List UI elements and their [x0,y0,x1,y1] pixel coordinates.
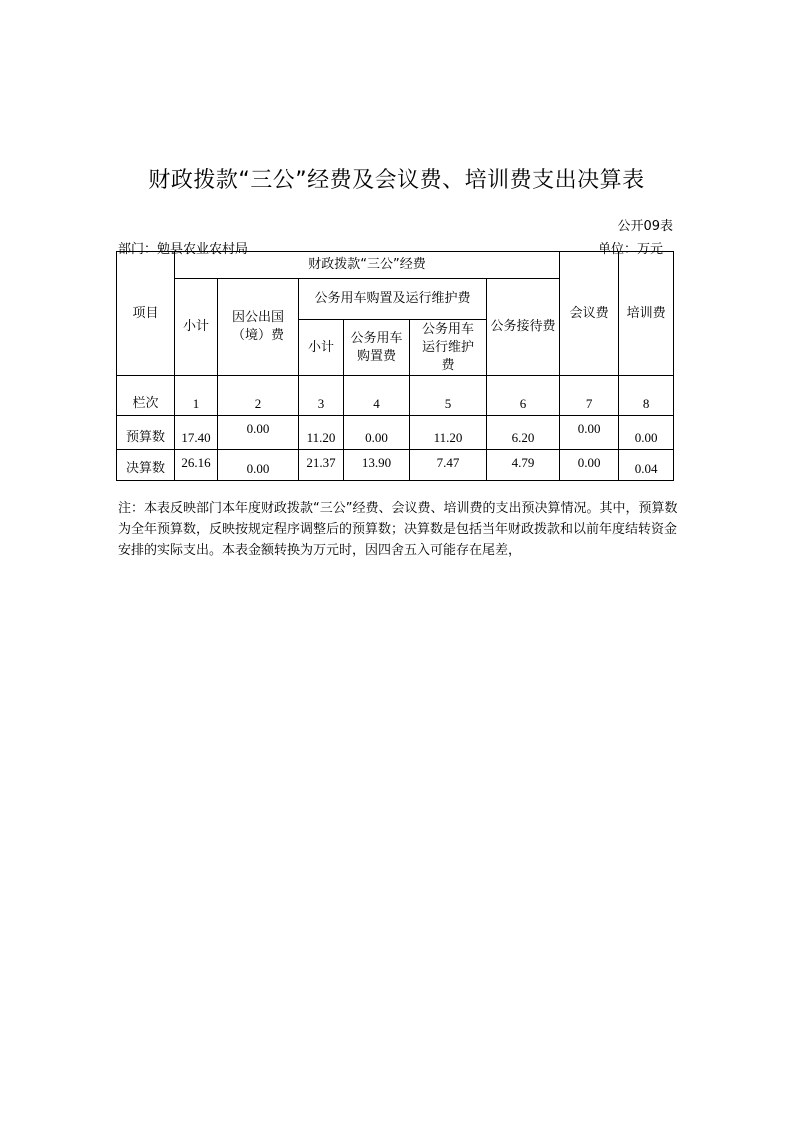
header-abroad: 因公出国（境）费 [218,279,299,376]
table-cell: 0.00 [344,416,410,450]
header-vehicle-subtotal: 小计 [299,320,344,376]
table-cell: 26.16 [175,450,218,481]
table-cell: 4 [344,376,410,416]
table-cell: 0.00 [560,450,619,481]
table-cell: 0.04 [619,450,674,481]
unit-label: 单位：万元 [598,242,664,257]
table-row [117,376,674,416]
header-reception: 公务接待费 [487,279,560,376]
table-cell: 5 [410,376,487,416]
table-cell: 0.00 [619,416,674,450]
form-number: 公开09表 [617,219,673,234]
table-cell: 21.37 [299,450,344,481]
table-cell: 7.47 [410,450,487,481]
table-cell: 2 [218,376,299,416]
table-cell: 0.00 [218,450,299,481]
table-cell: 11.20 [410,416,487,450]
header-meeting: 会议费 [560,252,619,376]
table-cell: 17.40 [175,416,218,450]
table-row [117,450,674,481]
table-cell: 8 [619,376,674,416]
row-label: 决算数 [117,450,175,481]
header-training: 培训费 [619,252,674,376]
header-vehicle-group: 公务用车购置及运行维护费 [299,279,487,320]
table-cell: 3 [299,376,344,416]
row-label: 预算数 [117,416,175,450]
expenditure-table [116,251,674,481]
row-label: 栏次 [117,376,175,416]
table-row [117,416,674,450]
table-cell: 6.20 [487,416,560,450]
header-sangong: 财政拨款“三公”经费 [175,252,560,279]
table-cell: 13.90 [344,450,410,481]
table-cell: 7 [560,376,619,416]
header-item: 项目 [117,252,175,376]
table-cell: 11.20 [299,416,344,450]
header-vehicle-maintain: 公务用车运行维护费 [410,320,487,376]
table-cell: 4.79 [487,450,560,481]
table-cell: 0.00 [560,416,619,450]
department-label: 部门：勉县农业农村局 [118,242,249,257]
table-cell: 6 [487,376,560,416]
table-cell: 1 [175,376,218,416]
footnote: 注：本表反映部门本年度财政拨款“三公”经费、会议费、培训费的支出预决算情况。其中，预算数为全年预算数，反映按规定程序调整后的预算数；决算数是包括当年财政拨款和以前年度结转资金安排的实际支出。本表金额转换为万元时，因四舍五入可能存在尾差， [118,501,678,558]
page-title: 财政拨款“三公”经费及会议费、培训费支出决算表 [148,168,645,193]
table-cell: 0.00 [218,416,299,450]
header-vehicle-purchase: 公务用车购置费 [344,320,410,376]
header-subtotal: 小计 [175,279,218,376]
